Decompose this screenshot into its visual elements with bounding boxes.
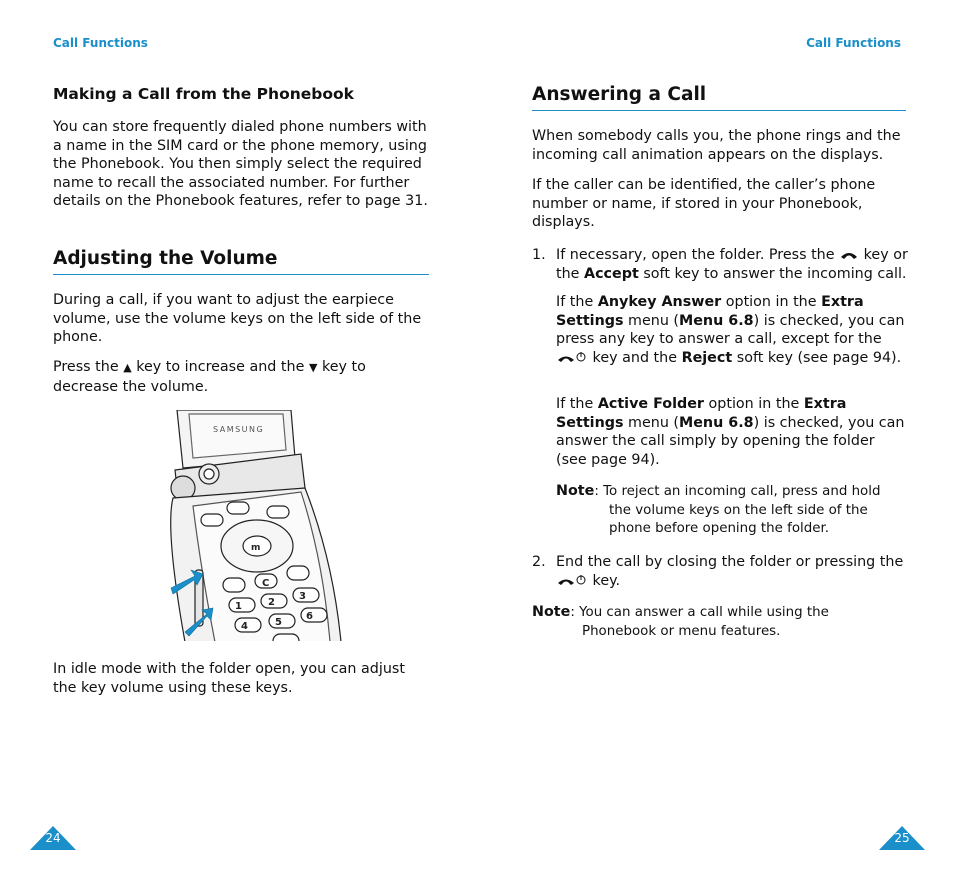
- reject-softkey-label: Reject: [681, 349, 733, 366]
- anykey-text-f: soft key (see page 94).: [736, 349, 902, 366]
- menu-number-label-2: Menu 6.8: [679, 414, 754, 431]
- anykey-text-e: key and the: [592, 349, 678, 366]
- running-head-right: Call Functions: [806, 36, 901, 50]
- step-2-text: [556, 553, 908, 590]
- anykey-text-b: option in the: [725, 294, 817, 310]
- page-number-right: [879, 826, 925, 850]
- section-heading-phonebook: Making a Call from the Phonebook: [53, 85, 354, 103]
- step-2-number: 2.: [532, 554, 546, 570]
- svg-text:m: m: [251, 543, 261, 553]
- extra-settings-label-2: Extra Settings: [556, 396, 847, 431]
- volume-paragraph-2: [53, 358, 431, 396]
- note-reject-line-3: phone before opening the folder.: [609, 521, 830, 537]
- phonebook-paragraph: You can store frequently dialed phone numbers with a name in the SIM card or the phone memory, using the Phonebook. You then simply select the required name to recall the associated number. For further details on the Phonebook features, refer to page 31.: [53, 119, 428, 210]
- page-number-right-text: 25: [894, 831, 910, 845]
- accept-softkey-label: Accept: [584, 265, 639, 282]
- answering-paragraph-2: If the caller can be identified, the caller’s phone number or name, if stored in your Phonebook, displays.: [532, 177, 876, 231]
- section-heading-volume: Adjusting the Volume: [53, 248, 429, 275]
- step-2-text-b: key.: [592, 572, 621, 589]
- volume-text-b: key to increase and the: [136, 359, 305, 375]
- note-reject-line-2: the volume keys on the left side of the: [609, 502, 868, 518]
- svg-text:6: 6: [306, 611, 313, 622]
- flip-phone-icon: [165, 410, 345, 642]
- anykey-option-label: Anykey Answer: [597, 294, 722, 310]
- svg-text:2: 2: [268, 597, 275, 608]
- phone-brand-label: SAMSUNG: [213, 425, 265, 434]
- active-folder-label: Active Folder: [597, 396, 704, 412]
- svg-text:1: 1: [235, 601, 242, 612]
- note-phonebook-label: Note: [532, 604, 571, 620]
- note-reject: [556, 482, 908, 539]
- note-reject-line-1: : To reject an incoming call, press and hold: [594, 484, 881, 499]
- extra-settings-label: Extra Settings: [556, 294, 864, 329]
- anykey-text-c: menu (: [628, 312, 679, 329]
- step-1-text-a: If necessary, open the folder. Press the: [556, 247, 835, 263]
- svg-text:4: 4: [241, 621, 248, 632]
- idle-mode-paragraph: In idle mode with the folder open, you can adjust the key volume using these keys.: [53, 661, 405, 696]
- note-phonebook-line-2: Phonebook or menu features.: [582, 623, 781, 639]
- menu-number-label: Menu 6.8: [679, 312, 754, 329]
- end-key-icon: [556, 574, 588, 588]
- page-number-left: [30, 826, 76, 850]
- active-text-c: menu (: [628, 414, 679, 431]
- active-text-b: option in the: [708, 396, 800, 412]
- note-phonebook: [532, 603, 908, 641]
- section-heading-answering: Answering a Call: [532, 84, 906, 111]
- step-1-text-c: soft key to answer the incoming call.: [643, 265, 907, 282]
- anykey-text-a: If the: [556, 294, 594, 310]
- step-2-text-a: End the call by closing the folder or pressing the: [556, 554, 904, 570]
- active-text-d: ) is checked, you can answer the call simply by opening the folder (see page 94).: [556, 414, 905, 468]
- step-1-text: [556, 246, 908, 283]
- anykey-text-d: ) is checked, you can press any key to answer a call, except for the: [556, 312, 905, 348]
- anykey-paragraph: [556, 293, 908, 367]
- phone-illustration: [165, 410, 345, 642]
- send-key-icon: [839, 249, 859, 261]
- volume-text-a: Press the: [53, 359, 119, 375]
- up-arrow-icon: ▲: [123, 361, 132, 374]
- svg-text:3: 3: [299, 591, 306, 602]
- running-head-left: Call Functions: [53, 36, 148, 50]
- down-arrow-icon: ▼: [308, 361, 318, 374]
- svg-text:5: 5: [275, 617, 282, 628]
- note-reject-label: Note: [556, 483, 595, 499]
- page-number-left-text: 24: [45, 831, 61, 845]
- active-text-a: If the: [556, 396, 594, 412]
- volume-paragraph-1: During a call, if you want to adjust the earpiece volume, use the volume keys on the left side of the phone.: [53, 292, 422, 346]
- end-key-icon: [556, 351, 588, 365]
- volume-text-c: key to decrease the volume.: [53, 359, 366, 395]
- note-phonebook-line-1: : You can answer a call while using the: [570, 605, 829, 620]
- step-1-text-b: key or the: [556, 247, 908, 282]
- step-1-number: 1.: [532, 247, 546, 263]
- active-folder-paragraph: [556, 395, 908, 469]
- svg-text:C: C: [262, 578, 270, 589]
- answering-paragraph-1: When somebody calls you, the phone rings and the incoming call animation appears on the displays.: [532, 128, 901, 163]
